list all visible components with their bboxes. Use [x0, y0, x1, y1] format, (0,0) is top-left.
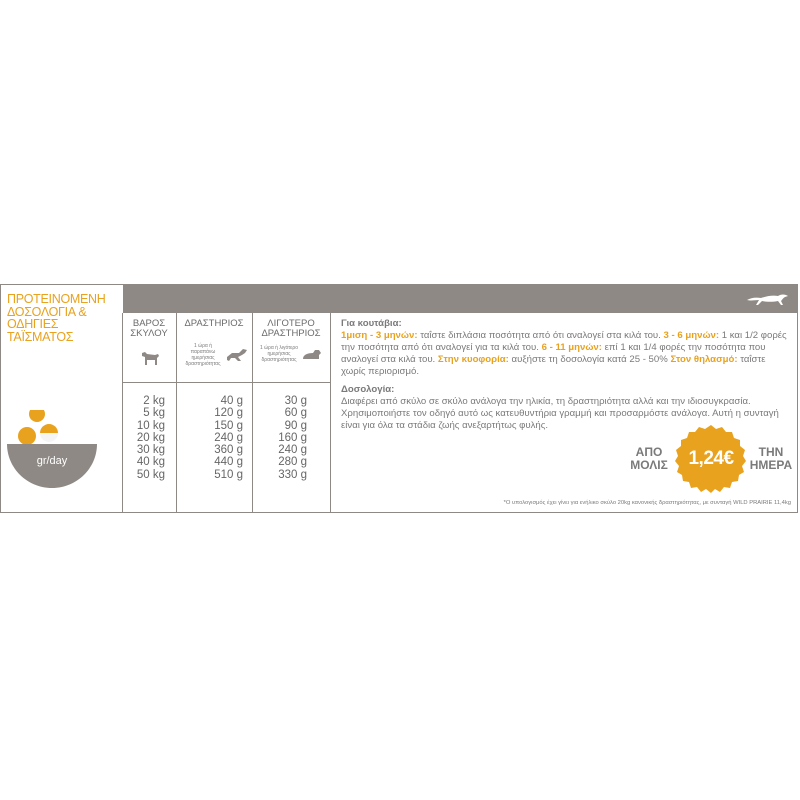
- weight-value: 40 kg: [136, 456, 165, 469]
- less-active-value: 240 g: [278, 444, 307, 457]
- pregnancy-text: αυξήστε τη δοσολογία κατά 25 - 50%: [508, 354, 671, 365]
- feeding-guide-panel: [0, 284, 798, 513]
- divider: [330, 313, 331, 512]
- less-active-value: 30 g: [284, 395, 307, 407]
- bowl-label: gr/day: [36, 455, 68, 467]
- price-badge: [675, 423, 747, 495]
- price-prefix-line: ΑΠΟ: [635, 445, 663, 459]
- divider: [123, 382, 331, 383]
- puppies-age-label: 6 - 11 μηνών:: [541, 342, 602, 353]
- price-prefix: [627, 446, 671, 472]
- nursing-text: ταΐστε χωρίς περιορισμό.: [341, 354, 766, 377]
- weight-value: 10 kg: [136, 419, 165, 432]
- weight-value: 5 kg: [143, 407, 165, 420]
- weight-column-header: ΒΑΡΟΣ ΣΚΥΛΟΥ: [130, 318, 168, 339]
- active-value: 510 g: [214, 468, 243, 481]
- weight-value: 2 kg: [143, 395, 165, 407]
- less-active-column-subtitle: 1 ώρα ή λιγότερο ημερήσιας δραστηριότητας: [259, 345, 299, 363]
- less-active-value: 90 g: [284, 419, 307, 432]
- dosage-heading: Δοσολογία:: [341, 384, 395, 395]
- active-value: 40 g: [220, 395, 243, 407]
- puppies-paragraph: [341, 318, 791, 378]
- divider: [122, 313, 123, 512]
- puppies-heading: Για κουτάβια:: [341, 318, 402, 329]
- active-value: 120 g: [214, 407, 243, 420]
- dog-resting-icon: [301, 347, 323, 361]
- puppies-age-label: 3 - 6 μηνών:: [663, 330, 720, 341]
- weight-value: 30 kg: [136, 444, 165, 457]
- less-active-values: [255, 395, 307, 481]
- nursing-label: Στον θηλασμό:: [670, 354, 738, 365]
- dog-standing-icon: [139, 349, 161, 367]
- less-active-column-header: ΛΙΓΟΤΕΡΟ ΔΡΑΣΤΗΡΙΟΣ: [261, 318, 321, 339]
- footnote: *Ο υπολογισμός έχει γίνει για ενήλικο σκύλο 20kg κανονικής δραστηριότητας, με συνταγή WILD PRAIRIE 11,4kg: [503, 500, 791, 506]
- dosage-text: Διαφέρει από σκύλο σε σκύλο ανάλογα την ηλικία, τη δραστηριότητα αλλά και την ιδιοσυγκρασία. Χρησιμοποιήστε τον οδηγό αυτό ως κατευθυντήρια γραμμή και προσαρμόστε ανάλογα. Αυτή η συνταγή είναι για όλα τα στάδια ζωής ανεξαρτήτως φυλής.: [341, 396, 779, 431]
- active-value: 440 g: [214, 456, 243, 469]
- active-column-header: ΔΡΑΣΤΗΡΙΟΣ: [184, 318, 244, 329]
- instructions-text: [341, 318, 791, 438]
- price-suffix-line: ΗΜΕΡΑ: [749, 458, 793, 472]
- divider: [252, 313, 253, 512]
- price-value: 1,24€: [688, 448, 734, 469]
- active-values: [179, 395, 243, 481]
- active-column-subtitle: 1 ώρα ή παραπάνω ημερήσιας δραστηριότητας: [185, 343, 221, 367]
- feeding-guide-title: ΠΡΟΤΕΙΝΟΜΕΝΗ ΔΟΣΟΛΟΓΙΑ & ΟΔΗΓΙΕΣ ΤΑΪΣΜΑΤΟΣ: [7, 292, 106, 344]
- active-value: 360 g: [214, 444, 243, 457]
- divider: [176, 313, 177, 512]
- weight-value: 50 kg: [136, 468, 165, 481]
- puppies-age-label: 1μιση - 3 μηνών:: [341, 330, 418, 341]
- header-bar: [123, 285, 797, 313]
- less-active-value: 160 g: [278, 431, 307, 444]
- less-active-value: 280 g: [278, 456, 307, 469]
- active-value: 240 g: [214, 431, 243, 444]
- weight-value: 20 kg: [136, 431, 165, 444]
- weight-values: [125, 395, 165, 481]
- price-prefix-line: ΜΟΛΙΣ: [630, 458, 668, 472]
- pregnancy-label: Στην κυοφορία:: [437, 354, 509, 365]
- puppies-text: 1 και 1/2 φορές την ποσότητα από ότι αναλογεί για τα κιλά του.: [341, 330, 787, 353]
- puppies-text: ταΐστε διπλάσια ποσότητα από ότι αναλογεί στα κιλά του.: [417, 330, 664, 341]
- price-suffix: [749, 446, 793, 472]
- less-active-value: 330 g: [278, 468, 307, 481]
- greyhound-logo-icon: [745, 291, 791, 307]
- active-value: 150 g: [214, 419, 243, 432]
- puppies-text: επί 1 και 1/4 φορές την ποσότητα που αναλογεί στα κιλά του.: [341, 342, 766, 365]
- price-suffix-line: ΤΗΝ: [758, 445, 784, 459]
- less-active-value: 60 g: [284, 407, 307, 420]
- dog-running-icon: [225, 345, 249, 363]
